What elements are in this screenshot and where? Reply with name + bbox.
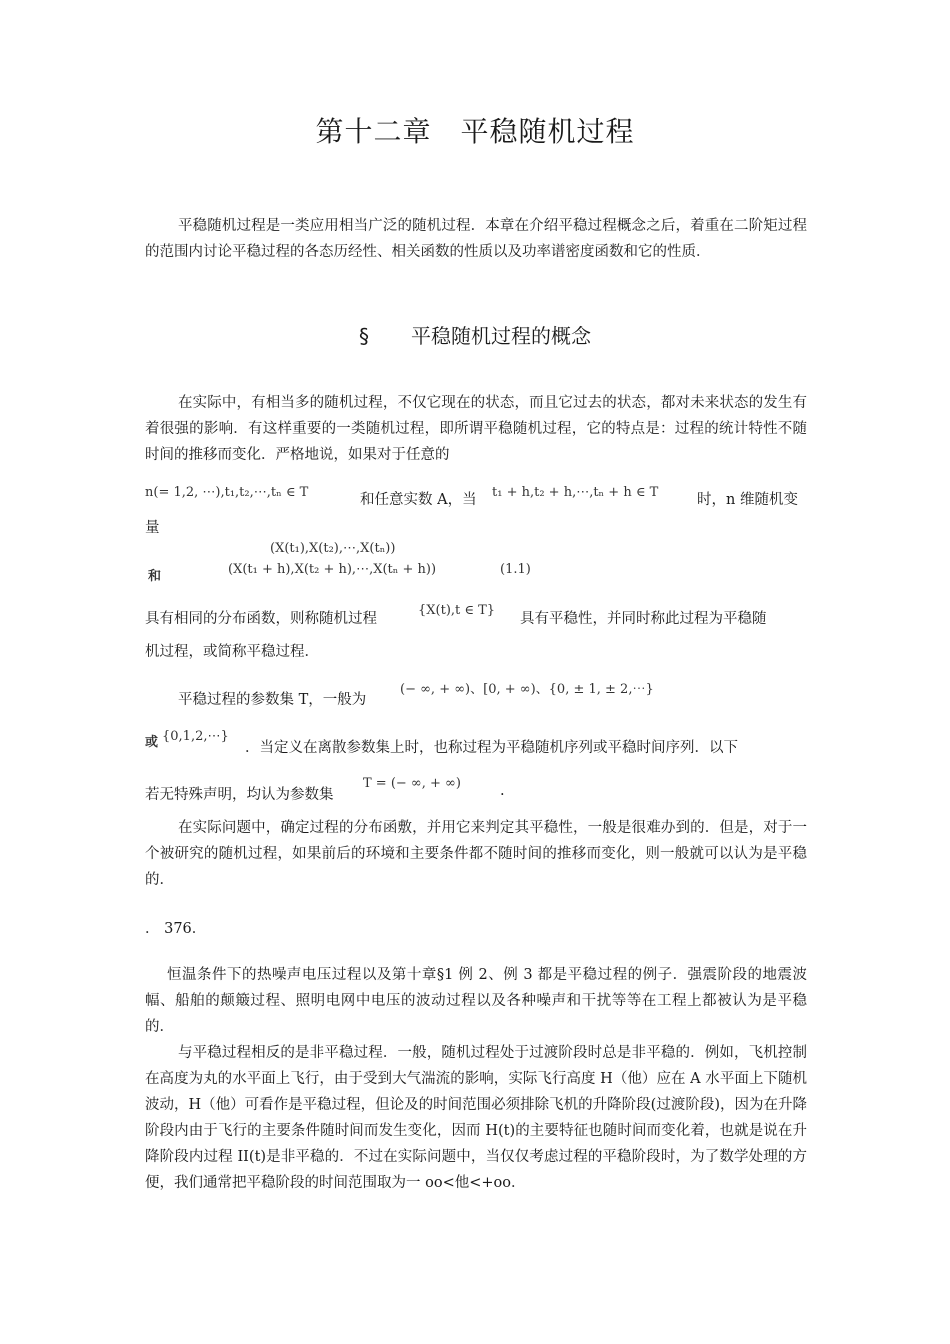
- text-any-real: 和任意实数 A，当: [360, 492, 477, 508]
- text-unless-stated: 若无特殊声明，均认为参数集: [145, 787, 334, 803]
- intro-paragraph: 平稳随机过程是一类应用相当广泛的随机过程．本章在介绍平稳过程概念之后，着重在二阶矩过程的范围内讨论平稳过程的各态历经性、相关函数的性质以及功率谱密度函数和它的性质．: [145, 218, 807, 260]
- math-default-set: T = (− ∞, + ∞): [363, 776, 461, 791]
- math-discrete-set: {0,1,2,⋯}: [162, 729, 229, 744]
- equation-row-2: (X(t₁ + h),X(t₂ + h),⋯,X(tₙ + h)): [228, 562, 437, 577]
- equation-and: 和: [148, 569, 162, 584]
- math-process-set: {X(t),t ∈ T}: [418, 603, 496, 618]
- text-quantity: 量: [145, 520, 160, 536]
- chapter-title: 第十二章 平稳随机过程: [315, 115, 635, 148]
- text-stationarity: 具有平稳性，并同时称此过程为平稳随: [520, 611, 767, 627]
- text-period: .: [500, 783, 505, 799]
- math-shifted-t-set: t₁ + h,t₂ + h,⋯,tₙ + h ∈ T: [492, 485, 659, 500]
- math-parameter-sets: (− ∞, + ∞)、[0, + ∞)、{0, ± 1, ± 2,⋯}: [400, 682, 654, 697]
- section-title: 平稳随机过程的概念: [411, 324, 591, 348]
- paragraph-nonstationary: 与平稳过程相反的是非平稳过程．一般，随机过程处于过渡阶段时总是非平稳的．例如，飞机控制在高度为丸的水平面上飞行，由于受到大气湍流的影响，实际飞行高度 H（他）应在 A 水平面上下随机波动，H（他）可看作是平稳过程，但论及的时间范围必须排除飞机的升降阶段(过渡阶段)，因为在升降阶段内由于飞行的主要条件随时间而发生变化，因而 H(t)的主要特征也随时间而变化着，也就是说在升降阶段内过程 II(t)是非平稳的．不过在实际问题中，当仅仅考虑过程的平稳阶段时，为了数学处理的方便，我们通常把平稳阶段的时间范围取为一 oo<他<+oo．: [145, 1045, 807, 1191]
- section-heading: [0, 320, 950, 349]
- text-parameter-set: 平稳过程的参数集 T，一般为: [178, 692, 367, 708]
- text-or: 或: [145, 735, 159, 750]
- text-same-distribution: 具有相同的分布函数，则称随机过程: [145, 611, 377, 627]
- equation-number: (1.1): [500, 562, 531, 577]
- equation-row-1: (X(t₁),X(t₂),⋯,X(tₙ)): [270, 541, 396, 556]
- page-number: ． 376．: [145, 921, 207, 937]
- paragraph-stationary-definition: 在实际中，有相当多的随机过程，不仅它现在的状态，而且它过去的状态，都对未来状态的发生有着很强的影响．有这样重要的一类随机过程，即所谓平稳随机过程，它的特点是：过程的统计特性不随时间的推移而变化．严格地说，如果对于任意的: [145, 395, 807, 463]
- paragraph-examples: 恒温条件下的热噪声电压过程以及第十章§1 例 2、例 3 都是平稳过程的例子．强震阶段的地震波幅、船舶的颠簸过程、照明电网中电压的波动过程以及各种噪声和干扰等等在工程上都被认为是平稳的．: [145, 967, 807, 1035]
- math-n-t-set: n(= 1,2, ⋯),t₁,t₂,⋯,tₙ ∈ T: [145, 485, 309, 500]
- paragraph-practical: 在实际问题中，确定过程的分布函敷，并用它来判定其平稳性，一般是很难办到的．但是，对于一个被研究的随机过程，如果前后的环境和主要条件都不随时间的推移而变化，则一般就可以认为是平稳的．: [145, 820, 807, 888]
- text-n-dim: 时，n 维随机变: [697, 492, 798, 508]
- text-stationary-process: 机过程，或简称平稳过程．: [145, 644, 319, 660]
- text-discrete-definition: ．当定义在离散参数集上时，也称过程为平稳随机序列或平稳时间序列．以下: [245, 740, 738, 756]
- section-symbol: §: [359, 324, 369, 348]
